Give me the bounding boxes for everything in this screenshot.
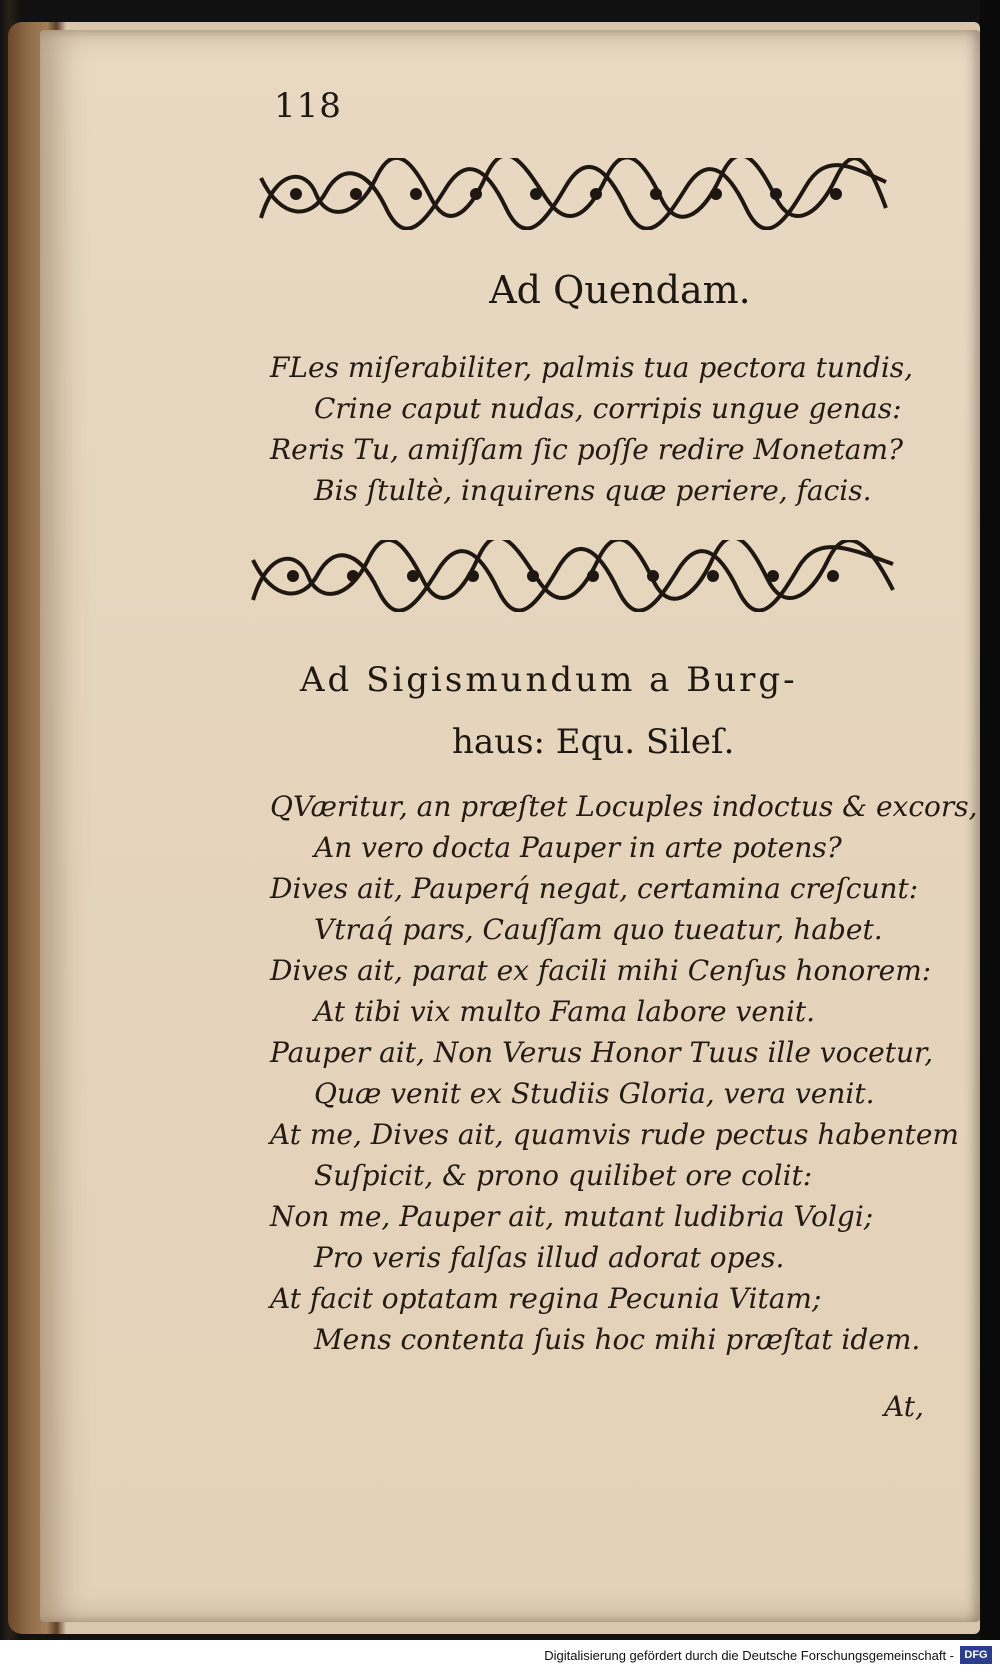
- verse-line: Pro veris falſas illud adorat opes.: [314, 1241, 785, 1274]
- verse-line: Vtraq́ pars, Cauſſam quo tueatur, habet.: [314, 913, 883, 946]
- verse-line: Crine caput nudas, corripis ungue genas:: [314, 392, 902, 425]
- verse-line: Dives ait, Pauperq́ negat, certamina creſcunt:: [270, 872, 919, 905]
- verse-line: An vero docta Pauper in arte potens?: [314, 831, 842, 864]
- poem-body: [270, 786, 978, 1360]
- verse-line: QVæritur, an præſtet Locuples indoctus & excors,: [270, 790, 978, 823]
- footer-bar: [0, 1640, 1000, 1672]
- ornament-band-middle: [248, 540, 898, 612]
- verse-line: At tibi vix multo Fama labore venit.: [314, 995, 816, 1028]
- verse-line: Mens contenta ſuis hoc mihi præſtat idem.: [314, 1323, 921, 1356]
- verse-line: Bis ſtultè, inquirens quæ periere, facis.: [314, 474, 872, 507]
- verse-line: At facit optatam regina Pecunia Vitam;: [270, 1282, 822, 1315]
- ornament-band-top: [256, 158, 890, 230]
- verse-line: Dives ait, parat ex facili mihi Cenſus honorem:: [270, 954, 932, 987]
- page-number: 118: [274, 86, 342, 126]
- verse-line: Reris Tu, amiſſam ſic poſſe redire Monetam?: [270, 433, 904, 466]
- funding-notice: Digitalisierung gefördert durch die Deutsche Forschungsgemeinschaft -: [544, 1648, 954, 1663]
- catchword: At,: [884, 1390, 924, 1423]
- poem-body: [270, 347, 970, 511]
- poem-title-line2: haus: Equ. Sileſ.: [452, 722, 735, 762]
- poem-title: Ad Quendam.: [489, 268, 751, 312]
- scan-margin: [980, 0, 1000, 1640]
- poem-title-line1: Ad Sigismundum a Burg-: [300, 660, 798, 700]
- verse-line: Suſpicit, & prono quilibet ore colit:: [314, 1159, 813, 1192]
- verse-line: Pauper ait, Non Verus Honor Tuus ille vocetur,: [270, 1036, 934, 1069]
- dfg-logo-badge: DFG: [960, 1646, 992, 1664]
- verse-line: Non me, Pauper ait, mutant ludibria Volgi;: [270, 1200, 874, 1233]
- verse-line: At me, Dives ait, quamvis rude pectus habentem: [270, 1118, 959, 1151]
- verse-line: Quæ venit ex Studiis Gloria, vera venit.: [314, 1077, 875, 1110]
- verse-line: FLes miſerabiliter, palmis tua pectora tundis,: [270, 351, 914, 384]
